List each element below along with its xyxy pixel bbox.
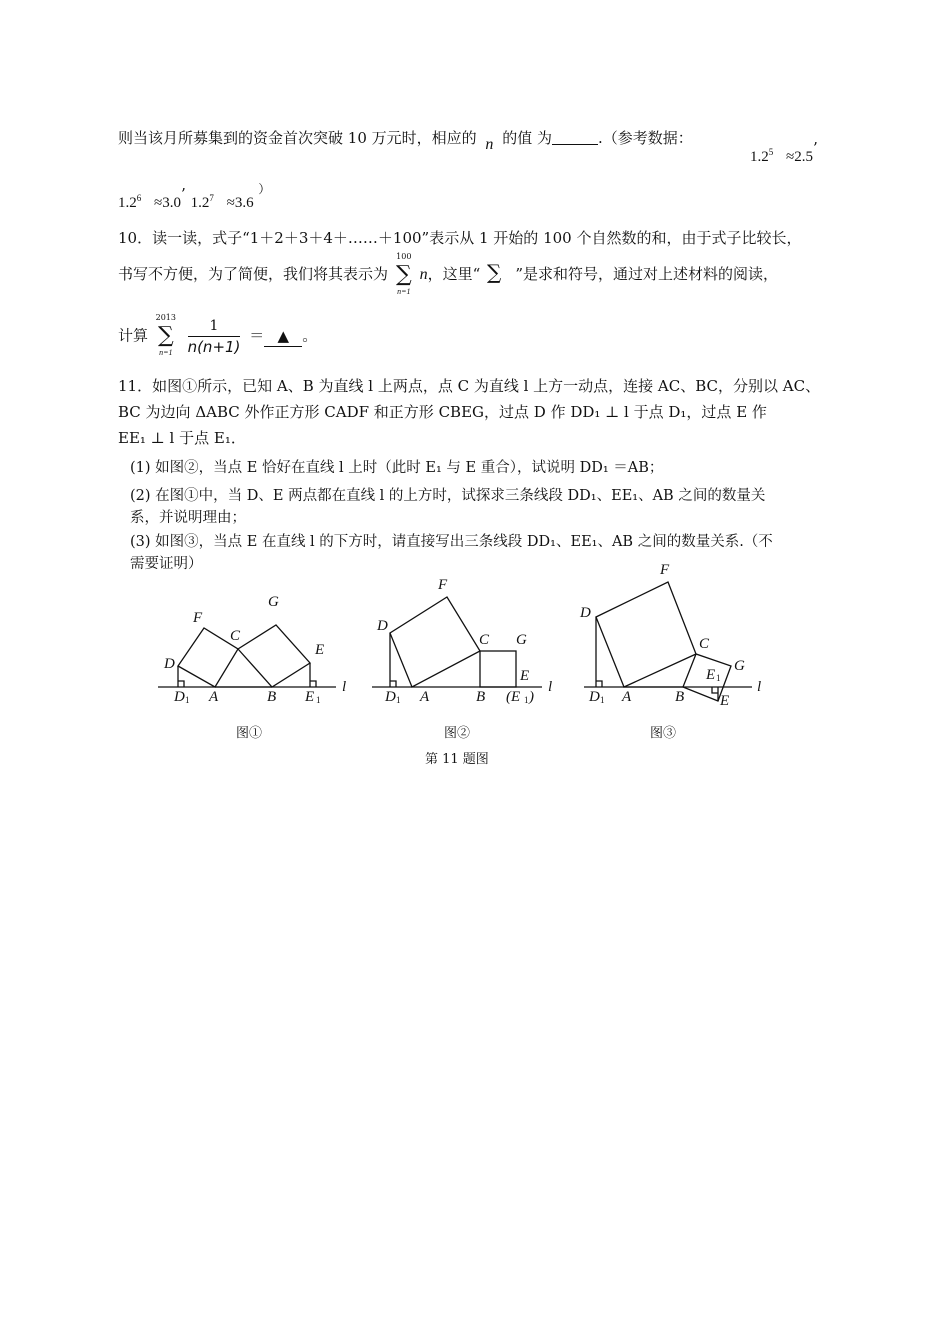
q9-text-a: 则当该月所募集到的资金首次突破 10 万元时，相应的 <box>118 129 477 147</box>
fig1-label-B: B <box>267 689 277 705</box>
fig2-label-F: F <box>438 577 448 593</box>
fig2-label-B: B <box>476 689 486 705</box>
q11-line1: 11．如图①所示，已知 A、B 为直线 l 上两点，点 C 为直线 l 上方一动点，连接 AC、BC，分别以 AC、 <box>118 377 821 395</box>
fig1-label-G: G <box>268 594 279 610</box>
fig1-label-l: l <box>342 679 347 695</box>
svg-text:1: 1 <box>316 695 321 705</box>
q10-line1: 10．读一读，式子“1＋2＋3＋4＋……＋100”表示从 1 开始的 100 个自然数的和，由于式子比较长， <box>118 229 802 247</box>
fig1-square-CBEG <box>238 625 310 687</box>
q11-line3: EE₁ ⊥ l 于点 E₁． <box>118 429 246 447</box>
sigma-symbol: ∑ <box>487 260 502 284</box>
fig2-label-G: G <box>516 632 527 648</box>
fig3-label-D: D <box>580 605 591 621</box>
q9-tail-line1 <box>118 128 693 153</box>
fig3-label-l: l <box>757 679 762 695</box>
fig2-label-E1: (E <box>506 689 521 705</box>
fig2-label-l: l <box>548 679 553 695</box>
q11-figures <box>0 560 950 760</box>
fig1-label-A: A <box>209 689 219 705</box>
q9-text-c: .（参考数据： <box>597 129 693 147</box>
fig3-label-F: F <box>660 562 670 578</box>
fig1-label-D: D <box>164 656 175 672</box>
fig1-label-E1: E <box>305 689 315 705</box>
fig1-label-D1: D <box>174 689 185 705</box>
q11-part1: (1) 如图②，当点 E 恰好在直线 l 上时（此时 E₁ 与 E 重合），试说明 DD₁ ＝AB； <box>130 460 664 476</box>
fig3-label-G: G <box>734 658 745 674</box>
fig2-label-A: A <box>420 689 430 705</box>
svg-text:1: 1 <box>716 673 721 683</box>
fig3-caption: 图③ <box>650 726 677 741</box>
fig1-square-CADF <box>178 628 238 687</box>
sum-symbol-2: 2013 ∑ n=1 <box>155 313 176 357</box>
q9-tail-line2: $1.2^6 \approx 3.0$’ $1.2^7 \approx 3.6$ ） <box>118 182 271 211</box>
q9-ref1: $1.2^5 \approx 2.5$’ <box>750 139 818 165</box>
q11-part3-b: 需要证明） <box>130 556 203 572</box>
svg-text:): ) <box>529 689 534 705</box>
q9-text-b: 的值 为 <box>502 129 552 147</box>
q10-answer-blank[interactable] <box>264 326 302 347</box>
q11-part2-a: (2) 在图①中，当 D、E 两点都在直线 l 的上方时，试探求三条线段 DD₁、EE₁、AB 之间的数量关 <box>130 488 766 504</box>
fig2-square-CADF <box>390 597 480 687</box>
q10-line2: 书写不方便，为了简便，我们将其表示为 100 ∑ n=1 n，这里“ ∑ ”是求和符号，通过对上述材料的阅读， <box>118 251 778 296</box>
q11-part2-b: 系，并说明理由； <box>130 510 246 526</box>
svg-text:1: 1 <box>524 695 529 705</box>
fig3-label-E: E <box>720 693 730 709</box>
fig3-label-A: A <box>622 689 632 705</box>
svg-text:1: 1 <box>600 695 605 705</box>
q9-answer-blank[interactable] <box>552 130 598 145</box>
fig1-caption: 图① <box>236 726 263 741</box>
sum1-term: n <box>419 266 428 283</box>
fig3-square-CADF <box>596 582 696 687</box>
sum2-fraction: $\frac{1}{n(n+1)}$ <box>187 318 241 356</box>
q11-line2: BC 为边向 ΔABC 外作正方形 CADF 和正方形 CBEG，过点 D 作 DD₁ ⊥ l 于点 D₁，过点 E 作 <box>118 403 767 421</box>
fig1-label-F: F <box>193 610 203 626</box>
fig2-square-CBEG <box>480 651 516 687</box>
q11-part3-a: (3) 如图③，当点 E 在直线 l 的下方时，请直接写出三条线段 DD₁、EE₁、AB 之间的数量关系.（不 <box>130 534 773 550</box>
svg-text:1: 1 <box>185 695 190 705</box>
fig3-label-D1: D <box>589 689 600 705</box>
answer-triangle-mark: ▲ <box>277 326 289 345</box>
sum-symbol-1: 100 ∑ n=1 <box>395 251 412 296</box>
q9-var-n: n <box>485 136 494 153</box>
fig2-label-E: E <box>520 668 530 684</box>
fig2-label-C: C <box>479 632 490 648</box>
fig2-label-D1: D <box>385 689 396 705</box>
q10-line3: 计算 2013 ∑ n=1 $\frac{1}{n(n+1)}$ ＝ ▲ 。 <box>118 313 318 357</box>
figures-main-caption: 第 11 题图 <box>425 752 489 767</box>
fig3-label-E1: E <box>706 667 716 683</box>
fig2-label-D: D <box>377 618 388 634</box>
fig3-label-C: C <box>699 636 710 652</box>
fig1-label-C: C <box>230 628 241 644</box>
fig1-label-E: E <box>315 642 325 658</box>
fig2-caption: 图② <box>444 726 471 741</box>
fig3-label-B: B <box>675 689 685 705</box>
svg-text:1: 1 <box>396 695 401 705</box>
